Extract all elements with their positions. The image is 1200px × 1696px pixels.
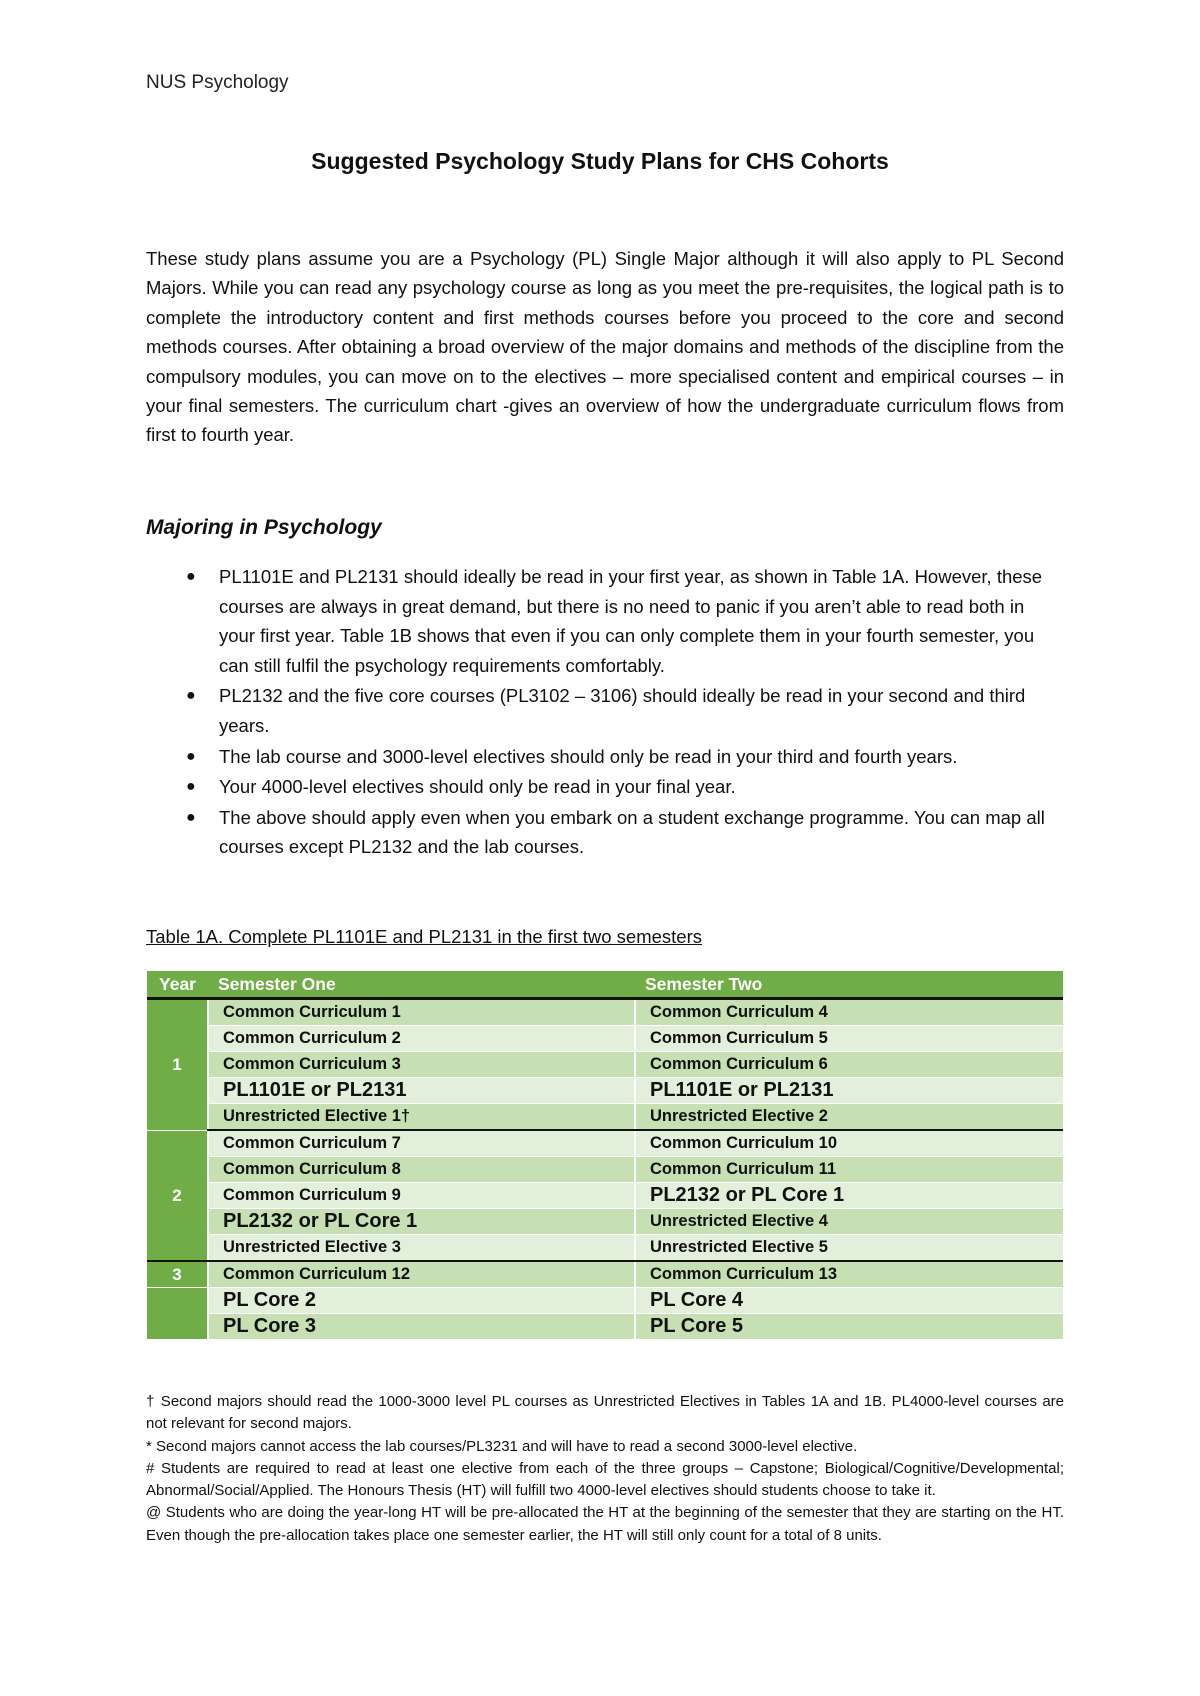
footnote: @ Students who are doing the year-long HT will be pre-allocated the HT at the beginning of the semester that they are starting on the HT. Even though the pre-allocation takes place one semester earlier, the HT will still only count for a total of 8 units. — [146, 1504, 1064, 1544]
table-cell: PL Core 5 — [635, 1314, 1063, 1340]
table-row — [147, 1235, 1063, 1262]
table-cell: PL Core 4 — [635, 1288, 1063, 1314]
table-cell: Unrestricted Elective 4 — [635, 1209, 1063, 1235]
table-row — [147, 1104, 1063, 1131]
table-cell: Unrestricted Elective 5 — [635, 1235, 1063, 1262]
table-cell: PL Core 2 — [208, 1288, 635, 1314]
year-cell-continued — [147, 1288, 208, 1340]
table-cell: Common Curriculum 8 — [208, 1157, 635, 1183]
table-row — [147, 1261, 1063, 1288]
table-cell: Common Curriculum 3 — [208, 1052, 635, 1078]
table-cell: PL1101E or PL2131 — [208, 1078, 635, 1104]
table-caption: Table 1A. Complete PL1101E and PL2131 in the first two semesters — [146, 926, 703, 947]
table-cell: Unrestricted Elective 3 — [208, 1235, 635, 1262]
table-row — [147, 1078, 1063, 1104]
list-item: ● The lab course and 3000-level electives should only be read in your third and fourth years. — [146, 742, 1064, 772]
table-row — [147, 1157, 1063, 1183]
list-item: ● PL2132 and the five core courses (PL3102 – 3106) should ideally be read in your second and third years. — [146, 681, 1064, 740]
bullet-icon: ● — [186, 778, 196, 796]
year-cell: 3 — [147, 1261, 208, 1288]
bullet-icon: ● — [186, 808, 196, 826]
intro-paragraph: These study plans assume you are a Psychology (PL) Single Major although it will also apply to PL Second Majors. While you can read any psychology course as long as you meet the pre-requisites, the logical path is to complete the introductory content and first methods courses before you proceed to the core and second methods courses. After obtaining a broad overview of the major domains and methods of the discipline from the compulsory modules, you can move on to the electives – more specialised content and empirical courses – in your final semesters. The curriculum chart -gives an overview of how the undergraduate curriculum flows from first to fourth year. — [146, 248, 1064, 446]
column-header-semester-two: Semester Two — [635, 971, 1063, 999]
column-header-year: Year — [147, 971, 208, 999]
footnotes — [146, 1391, 1064, 1547]
table-row — [147, 999, 1063, 1026]
bullet-icon: ● — [186, 747, 196, 765]
section-heading: Majoring in Psychology — [146, 516, 382, 539]
year-cell: 1 — [147, 999, 208, 1131]
page-header: NUS Psychology — [146, 72, 289, 93]
table-row — [147, 1209, 1063, 1235]
table-cell: PL Core 3 — [208, 1314, 635, 1340]
table-row — [147, 1314, 1063, 1340]
table-row — [147, 1288, 1063, 1314]
table-cell: Common Curriculum 5 — [635, 1026, 1063, 1052]
table-cell: PL2132 or PL Core 1 — [208, 1209, 635, 1235]
table-row — [147, 1130, 1063, 1157]
table-cell: Unrestricted Elective 2 — [635, 1104, 1063, 1131]
table-cell: Common Curriculum 10 — [635, 1130, 1063, 1157]
table-cell: Common Curriculum 1 — [208, 999, 635, 1026]
study-plan-table — [147, 971, 1063, 1340]
footnote: # Students are required to read at least one elective from each of the three groups – Capstone; Biological/Cognitive/Developmental; Abnormal/Social/Applied. The Honours Thesis (HT) will fulfill two 4000-level electives should students choose to take it. — [146, 1459, 1064, 1500]
table-cell: PL2132 or PL Core 1 — [635, 1183, 1063, 1209]
table-cell: Common Curriculum 12 — [208, 1261, 635, 1288]
year-cell: 2 — [147, 1130, 208, 1261]
table-cell: Common Curriculum 2 — [208, 1026, 635, 1052]
table-cell: Common Curriculum 6 — [635, 1052, 1063, 1078]
footnote: † Second majors should read the 1000-3000 level PL courses as Unrestricted Electives in Tables 1A and 1B. PL4000-level courses are not relevant for second majors. — [146, 1393, 1064, 1433]
table-cell: Common Curriculum 11 — [635, 1157, 1063, 1183]
table-cell: Common Curriculum 4 — [635, 999, 1063, 1026]
table-cell: Common Curriculum 7 — [208, 1130, 635, 1157]
table-row — [147, 1183, 1063, 1209]
document-title: Suggested Psychology Study Plans for CHS Cohorts — [311, 148, 889, 174]
footnote: * Second majors cannot access the lab courses/PL3231 and will have to read a second 3000-level elective. — [146, 1437, 858, 1455]
table-cell: Unrestricted Elective 1† — [208, 1104, 635, 1131]
column-header-semester-one: Semester One — [208, 971, 635, 999]
table-header-row — [147, 971, 1063, 999]
list-item: ● The above should apply even when you embark on a student exchange programme. You can map all courses except PL2132 and the lab courses. — [146, 803, 1064, 862]
table-cell: Common Curriculum 13 — [635, 1261, 1063, 1288]
bullet-list — [146, 562, 1064, 863]
bullet-icon: ● — [186, 687, 196, 705]
table-cell: PL1101E or PL2131 — [635, 1078, 1063, 1104]
list-item: ● PL1101E and PL2131 should ideally be read in your first year, as shown in Table 1A. However, these courses are always in great demand, but there is no need to panic if you aren’t able to read both in your first year. Table 1B shows that even if you can only complete them in your fourth semester, you can still fulfil the psychology requirements comfortably. — [146, 562, 1064, 680]
bullet-icon: ● — [186, 568, 196, 585]
table-row — [147, 1052, 1063, 1078]
table-cell: Common Curriculum 9 — [208, 1183, 635, 1209]
list-item: ● Your 4000-level electives should only be read in your final year. — [146, 772, 1064, 802]
table-row — [147, 1026, 1063, 1052]
